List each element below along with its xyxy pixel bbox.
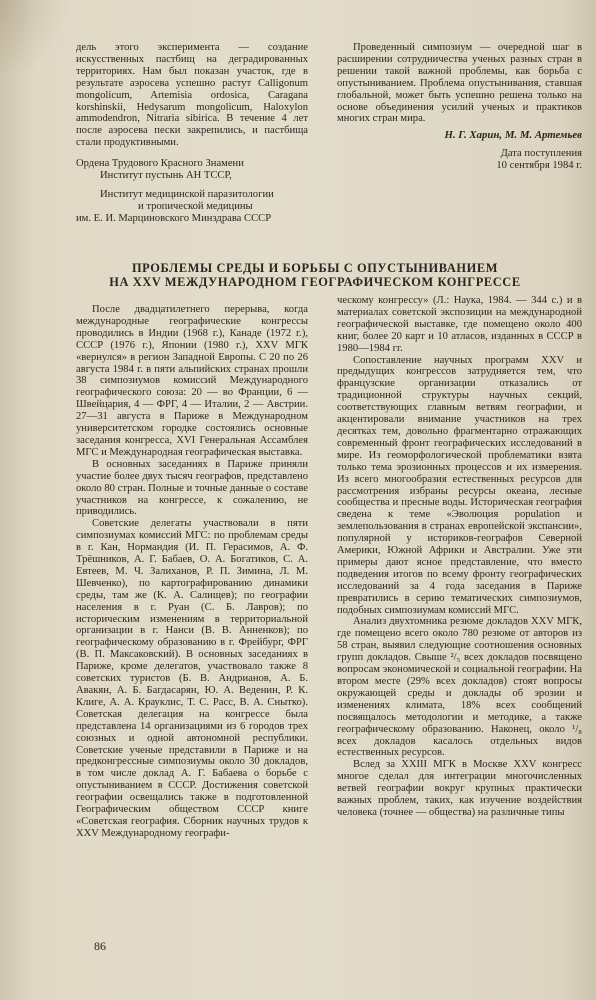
paragraph: Советские делегаты участвовали в пяти симпозиумах комиссий МГС: по проблемам среды в г. Кан, Нормандия (И. П. Герасимов, А. Ф. Трёшников, А. Г. Бабаев, О. А. Богатиков, С. А. Евтеев, М. Ч. Залиханов, Р. П. Зимина, Л. М. Шевченко), по картографированию динамики среды, там же (К. А. Салищев); по географии населения в г. Руан (С. Б. Лавров); по историческим изменениям в территориальной организации в г. Нанси (В. В. Анненков); по географическому образованию в г. Фрейбург, ФРГ (В. П. Максаковский). В основных заседаниях в Париже, кроме делегатов, участвовало также 8 советских туристов (Б. В. Андрианов, А. Б. Авакян, А. Б. Багдасарян, Ю. А. Веденин, Р. К. Клиге, А. А. Крауклис, Т. С. Расс, В. А. Снытко). Советская делегация на конгрессе была представлена 14 организациями из 6 городов трех союзных и одной автономной республики. Советские ученые представили в Париже и на предконгрессные симпозиумы около 30 докладов, в том числе доклад А. Г. Бабаева о борьбе с опустыниванием в СССР. Достижения советской географии освещались также в подготовленной Географическим обществом СССР книге «Советская география. Сборник научных трудов к XXV Международному географи- [76, 518, 308, 839]
affiliation-2 [76, 189, 308, 225]
affiliation-line: Институт медицинской паразитологии [100, 188, 274, 200]
affiliation-line: и тропической медицины [138, 200, 253, 212]
affiliation-line: им. Е. И. Марциновского Минздрава СССР [76, 212, 272, 224]
paragraph: Анализ двухтомника резюме докладов XXV МГК, где помещено всего около 780 резюме от авторов из 58 стран, выявил следующие соотношения основных групп докладов. Свыше ²/₅ всех докладов посвящено вопросам экономической и социальной географии. На втором месте (29% всех докладов) стоят вопросы окружающей среды и доклады об эрозии и изменениях климата, 18% всех сообщений посвящалось методологии и методике, а также географическому образованию. Наконец, около ¹/₈ всех докладов касалось отдельных видов естественных ресурсов. [337, 616, 582, 759]
page-corner-shadow [0, 0, 70, 80]
article-left-column [76, 304, 308, 840]
article-right-column [337, 295, 582, 819]
article-title-line-2: НА XXV МЕЖДУНАРОДНОМ ГЕОГРАФИЧЕСКОМ КОНГРЕССЕ [109, 275, 521, 289]
article-title [95, 261, 535, 289]
page-number: 86 [94, 939, 106, 953]
previous-article-left-column [76, 42, 308, 225]
paragraph: дель этого эксперимента — создание искусственных пастбищ на деградированных территориях. Нам был показан участок, где в результате аэросева успешно растут Calligonum mongolicum, Artemisia ordosica, Caragana korshinskii, Hedysarum mongolicum, Haloxylon ammodendron, Nitraria sibirica. В течение 4 лет после аэросева пески закрепились, и пастбища стали продуктивными. [76, 42, 308, 149]
affiliation-line: Ордена Трудового Красного Знамени [76, 158, 244, 170]
paragraph: Вслед за XXIII МГК в Москве XXV конгресс многое сделал для интеграции многочисленных ветвей географии вокруг крупных практически важных проблем, таких, как изучение воздействия человека (точнее — общества) на различные типы [337, 759, 582, 818]
received-date: 10 сентября 1984 г. [496, 160, 582, 172]
previous-article-right-column [337, 42, 582, 172]
paragraph: ческому конгрессу» (Л.: Наука, 1984. — 344 с.) и в материалах советской экспозиции на международной географической выставке, где помещено около 400 книг, более 20 карт и 10 атласов, изданных в СССР в 1980—1984 гг. [337, 295, 582, 354]
affiliation-line: Институт пустынь АН ТССР, [100, 170, 232, 182]
paragraph: После двадцатилетнего перерыва, когда международные географические конгрессы проводились в Индии (1968 г.), Канаде (1972 г.), СССР (1976 г.), Японии (1980 г.), XXV МГК «вернулся» в регион Западной Европы. С 20 по 26 августа 1984 г. в пяти альпийских странах прошли 38 симпозиумов комиссий Международного географического союза: 20 — во Франции, 6 — Швейцария, 4 — ФРГ, 4 — Италии, 2 — Австрии. 27—31 августа в Париже в Международном университетском городке состоялись основные заседания конгресса, XVI Генеральная Ассамблея МГС и Международная географическая выставка. [76, 304, 308, 458]
paragraph: Сопоставление научных программ XXV и предыдущих конгрессов затрудняется тем, что французские организации отказались от традиционной структуры научных секций, соответствующих главным ветвям географии, и акцентировали внимание участников на трех десятках тем, довольно фрагментарно отражающих современный фронт географических исследований в мире. Из геоморфологической проблематики взята только тема эрозионных процессов и их измерения. Из всего многообразия естественных ресурсов для рассмотрения избраны ресурсы океана, лесные сообщества и пресные воды. Историческая география сведена к теме «Эволюция population и землепользования в странах европейской экспансии», популярной у историков-географов Северной Америки, Южной Африки и Австралии. Уже эти примеры дают ясное представление, что вместо подведения итогов по всему фронту географических исследований за 4 года заседания в Париже превратились в серию тематических симпозиумов, подобных симпозиумам комиссий МГС. [337, 354, 582, 616]
affiliation-1 [76, 158, 308, 182]
received-date-label: Дата поступления [500, 148, 582, 160]
authors: Н. Г. Харин, М. М. Артемьев [444, 129, 582, 142]
paragraph: Проведенный симпозиум — очередной шаг в расширении сотрудничества ученых разных стран в решении такой важной проблемы, как борьба с опустыниванием. Проблема опустынивания, ставшая глобальной, может быть успешно решена только на основе объединения усилий ученых и практиков многих стран мира. [337, 42, 582, 125]
paragraph: В основных заседаниях в Париже приняли участие более двух тысяч географов, представлено около 80 стран. Полные и точные данные о составе участников на конгрессе, к сожалению, не приводились. [76, 458, 308, 518]
article-title-line-1: ПРОБЛЕМЫ СРЕДЫ И БОРЬБЫ С ОПУСТЫНИВАНИЕМ [131, 261, 499, 275]
